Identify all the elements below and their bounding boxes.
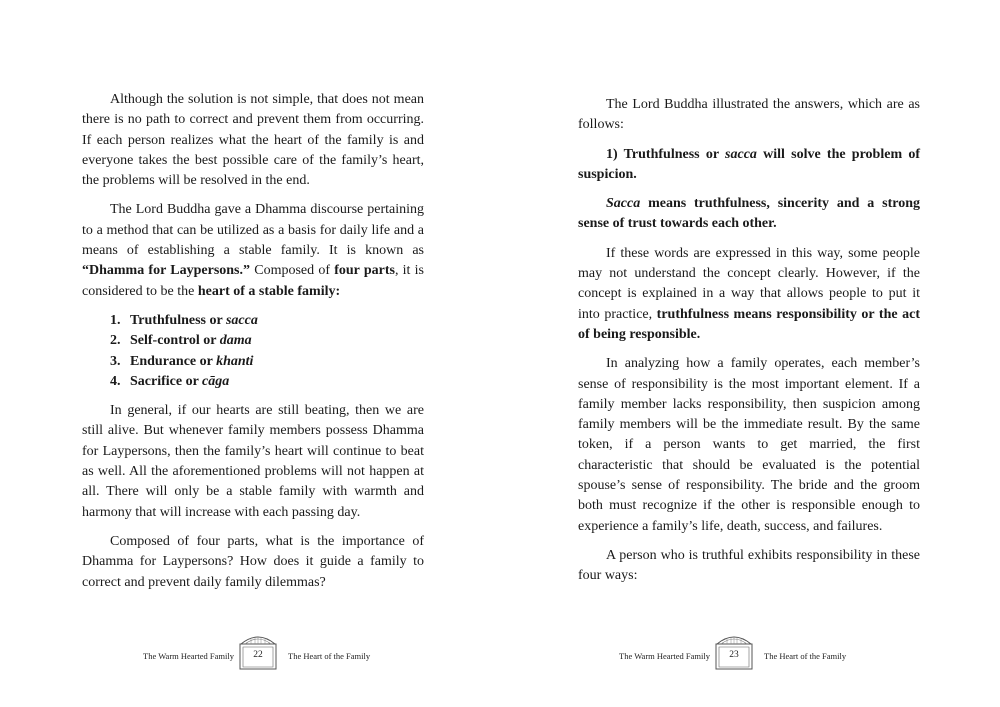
page-footer	[120, 632, 400, 672]
list-item: 3. Endurance or khanti	[110, 353, 254, 369]
paragraph: The Lord Buddha gave a Dhamma discourse pertaining to a method that can be utilized as a basis for daily life and a means of establishing a stable family. It is known as “Dhamma for Laypersons.” Composed of four parts, it is considered to be the heart of a stable family:	[82, 202, 424, 299]
page-number: 23	[729, 650, 739, 660]
right-text-column	[578, 95, 920, 596]
page-footer	[596, 632, 876, 672]
right-page	[500, 0, 1000, 707]
chapter-title: The Heart of the Family	[764, 651, 847, 661]
list-item: 1. Truthfulness or sacca	[110, 312, 258, 328]
list-item: 2. Self-control or dama	[110, 333, 252, 349]
paragraph: In analyzing how a family operates, each member’s sense of responsibility is the most important element. If a family member lacks responsibility, then suspicion among family members will be the immediate result. By the same token, if a person wants to get married, the first characteristic that should be evaluated is the potential spouse’s sense of responsibility. The bride and the groom both must recognize if the other is responsible enough to experience a family’s life, death, success, and failures.	[578, 356, 920, 534]
paragraph: The Lord Buddha illustrated the answers, which are as follows:	[578, 97, 920, 133]
paragraph: A person who is truthful exhibits responsibility in these four ways:	[578, 547, 920, 584]
paragraph: Composed of four parts, what is the importance of Dhamma for Laypersons? How does it guide a family to correct and prevent daily family dilemmas?	[82, 533, 424, 590]
section-heading: 1) Truthfulness or sacca will solve the problem of suspicion.	[578, 146, 920, 182]
left-text-column	[82, 90, 424, 602]
book-title: The Warm Hearted Family	[619, 651, 710, 661]
page-number: 22	[253, 650, 263, 660]
four-parts-list	[82, 311, 424, 392]
paragraph: Although the solution is not simple, that does not mean there is no path to correct and prevent them from occurring. If each person realizes what the heart of the family is and everyone takes the best possible care of the family’s heart, the problems will be resolved in the end.	[82, 92, 424, 189]
chapter-title: The Heart of the Family	[288, 651, 371, 661]
book-title: The Warm Hearted Family	[143, 651, 234, 661]
definition: Sacca means truthfulness, sincerity and a strong sense of trust towards each other.	[578, 196, 920, 232]
paragraph: If these words are expressed in this way, some people may not understand the concept clearly. However, if the concept is explained in a way that allows people to put it into practice, truthfulness means responsibility or the act of being responsible.	[578, 245, 920, 342]
list-item: 4. Sacrifice or cāga	[110, 373, 230, 389]
paragraph: In general, if our hearts are still beating, then we are still alive. But whenever family members possess Dhamma for Laypersons, then the family’s heart will continue to beat as well. All the aforementioned problems will not happen at all. There will only be a stable family with warmth and harmony that will increase with each passing day.	[82, 403, 424, 520]
